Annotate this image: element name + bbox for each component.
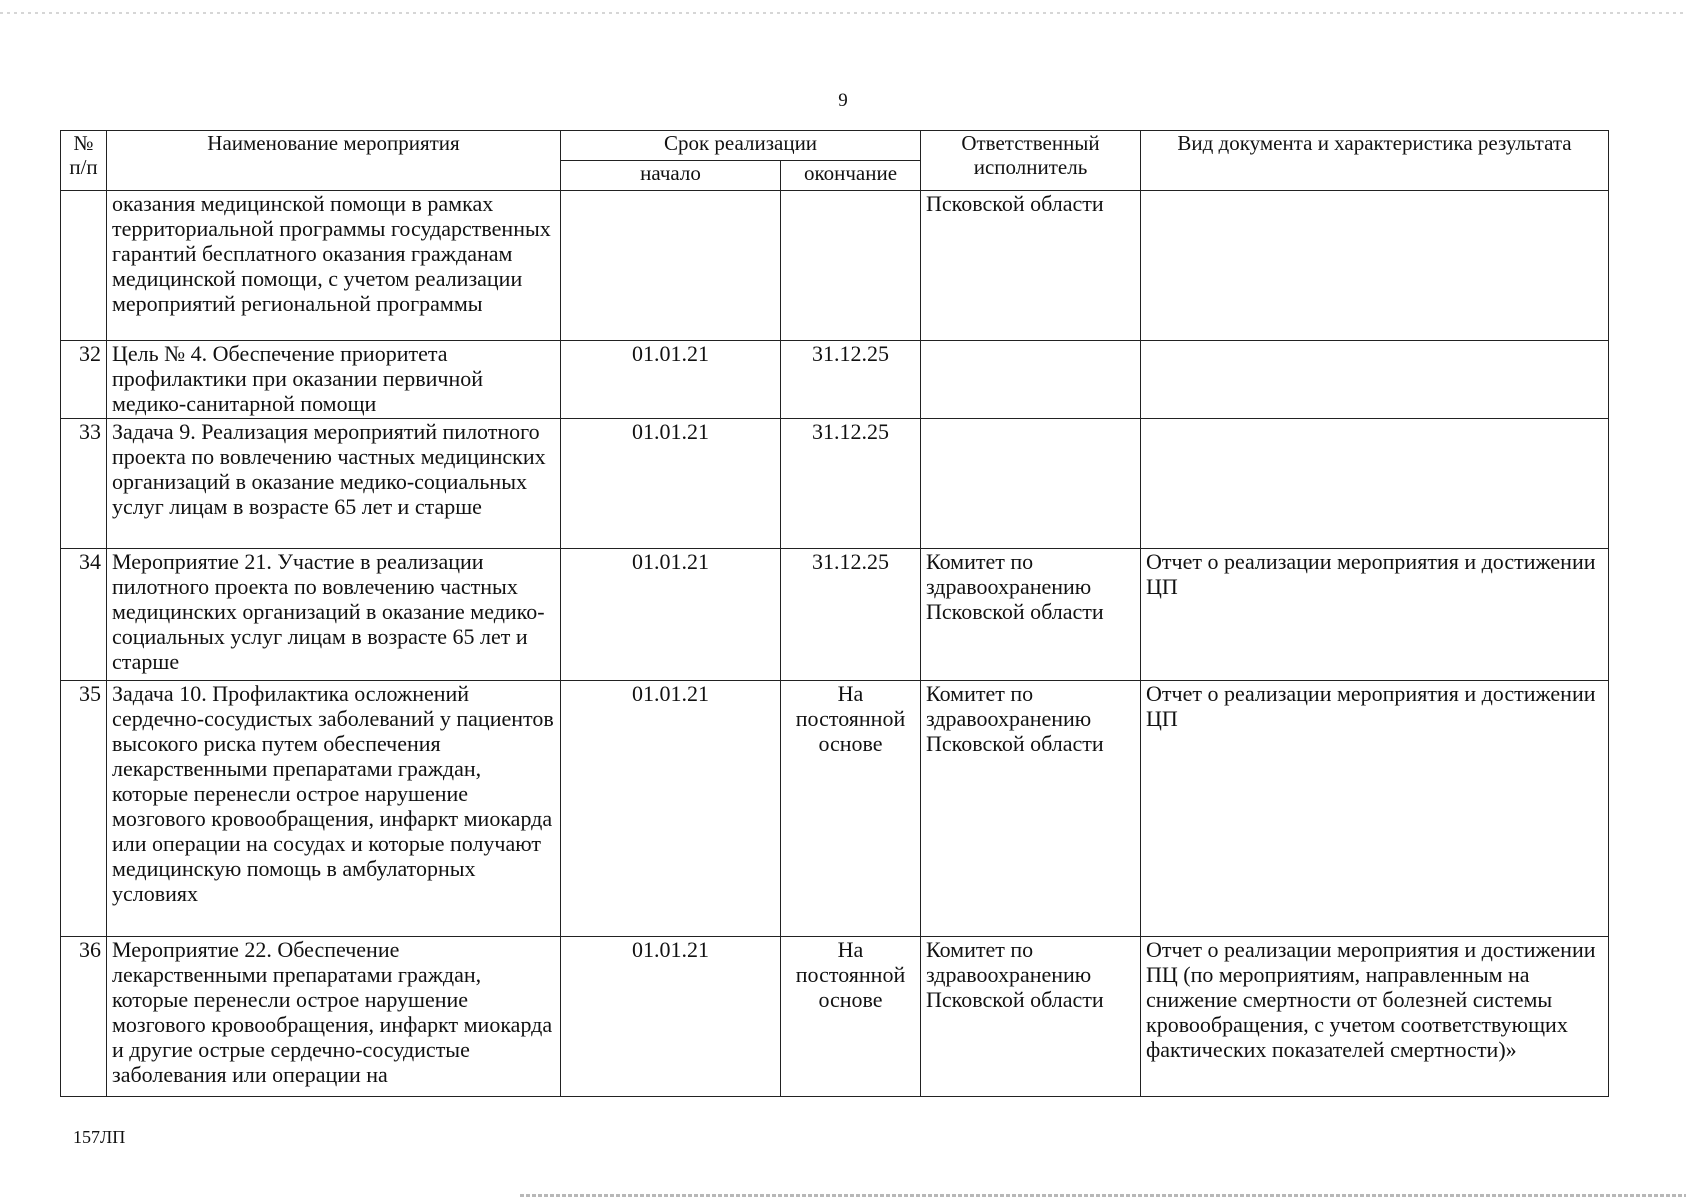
row-start: 01.01.21	[561, 419, 781, 549]
row-name: Мероприятие 22. Обеспечение лекарственными препаратами граждан, которые перенесли острое нарушение мозгового кровообращения, инфаркт миокарда и другие острые сердечно-сосудистые заболевания или операции на	[107, 937, 561, 1097]
row-end: На постоянной основе	[781, 681, 921, 937]
row-num: 34	[61, 549, 107, 681]
header-result: Вид документа и характеристика результата	[1141, 131, 1609, 191]
row-name: Цель № 4. Обеспечение приоритета профилактики при оказании первичной медико-санитарной помощи	[107, 341, 561, 419]
row-num: 32	[61, 341, 107, 419]
row-executor: Комитет по здравоохранению Псковской области	[921, 681, 1141, 937]
table-row	[61, 341, 1609, 419]
table-row	[61, 191, 1609, 341]
row-name: Задача 9. Реализация мероприятий пилотного проекта по вовлечению частных медицинских организаций в оказание медико-социальных услуг лицам в возрасте 65 лет и старше	[107, 419, 561, 549]
row-num: 33	[61, 419, 107, 549]
row-executor	[921, 419, 1141, 549]
row-start: 01.01.21	[561, 937, 781, 1097]
table-row	[61, 419, 1609, 549]
scan-edge-bottom	[520, 1194, 1686, 1197]
row-end	[781, 191, 921, 341]
header-start: начало	[561, 161, 781, 191]
table-header-row	[61, 131, 1609, 161]
row-start: 01.01.21	[561, 341, 781, 419]
row-result	[1141, 191, 1609, 341]
row-num: 36	[61, 937, 107, 1097]
table-row	[61, 681, 1609, 937]
row-start	[561, 191, 781, 341]
row-num: 35	[61, 681, 107, 937]
row-result	[1141, 341, 1609, 419]
table-row	[61, 937, 1609, 1097]
header-name: Наименование мероприятия	[107, 131, 561, 191]
row-start: 01.01.21	[561, 549, 781, 681]
table-row	[61, 549, 1609, 681]
row-end: 31.12.25	[781, 419, 921, 549]
row-executor: Псковской области	[921, 191, 1141, 341]
header-executor: Ответственный исполнитель	[921, 131, 1141, 191]
row-end: 31.12.25	[781, 341, 921, 419]
document-code: 157ЛП	[73, 1127, 126, 1147]
row-result: Отчет о реализации мероприятия и достижении ЦП	[1141, 549, 1609, 681]
header-num: № п/п	[61, 131, 107, 191]
row-end: На постоянной основе	[781, 937, 921, 1097]
action-plan-table	[60, 130, 1609, 1097]
row-executor: Комитет по здравоохранению Псковской области	[921, 549, 1141, 681]
header-period: Срок реализации	[561, 131, 921, 161]
row-result: Отчет о реализации мероприятия и достижении ПЦ (по мероприятиям, направленным на снижение смертности от болезней системы кровообращения, с учетом соответствующих фактических показателей смертности)»	[1141, 937, 1609, 1097]
row-executor: Комитет по здравоохранению Псковской области	[921, 937, 1141, 1097]
row-executor	[921, 341, 1141, 419]
row-result	[1141, 419, 1609, 549]
row-name: оказания медицинской помощи в рамках территориальной программы государственных гарантий бесплатного оказания гражданам медицинской помощи, с учетом реализации мероприятий региональной программы	[107, 191, 561, 341]
row-result: Отчет о реализации мероприятия и достижении ЦП	[1141, 681, 1609, 937]
row-name: Мероприятие 21. Участие в реализации пилотного проекта по вовлечению частных медицинских организаций в оказание медико-социальных услуг лицам в возрасте 65 лет и старше	[107, 549, 561, 681]
row-num	[61, 191, 107, 341]
row-name: Задача 10. Профилактика осложнений сердечно-сосудистых заболеваний у пациентов высокого риска путем обеспечения лекарственными препаратами граждан, которые перенесли острое нарушение мозгового кровообращения, инфаркт миокарда или операции на сосудах и которые получают медицинскую помощь в амбулаторных условиях	[107, 681, 561, 937]
page-number: 9	[838, 90, 848, 111]
header-end: окончание	[781, 161, 921, 191]
row-end: 31.12.25	[781, 549, 921, 681]
scan-edge-top	[0, 12, 1686, 14]
row-start: 01.01.21	[561, 681, 781, 937]
